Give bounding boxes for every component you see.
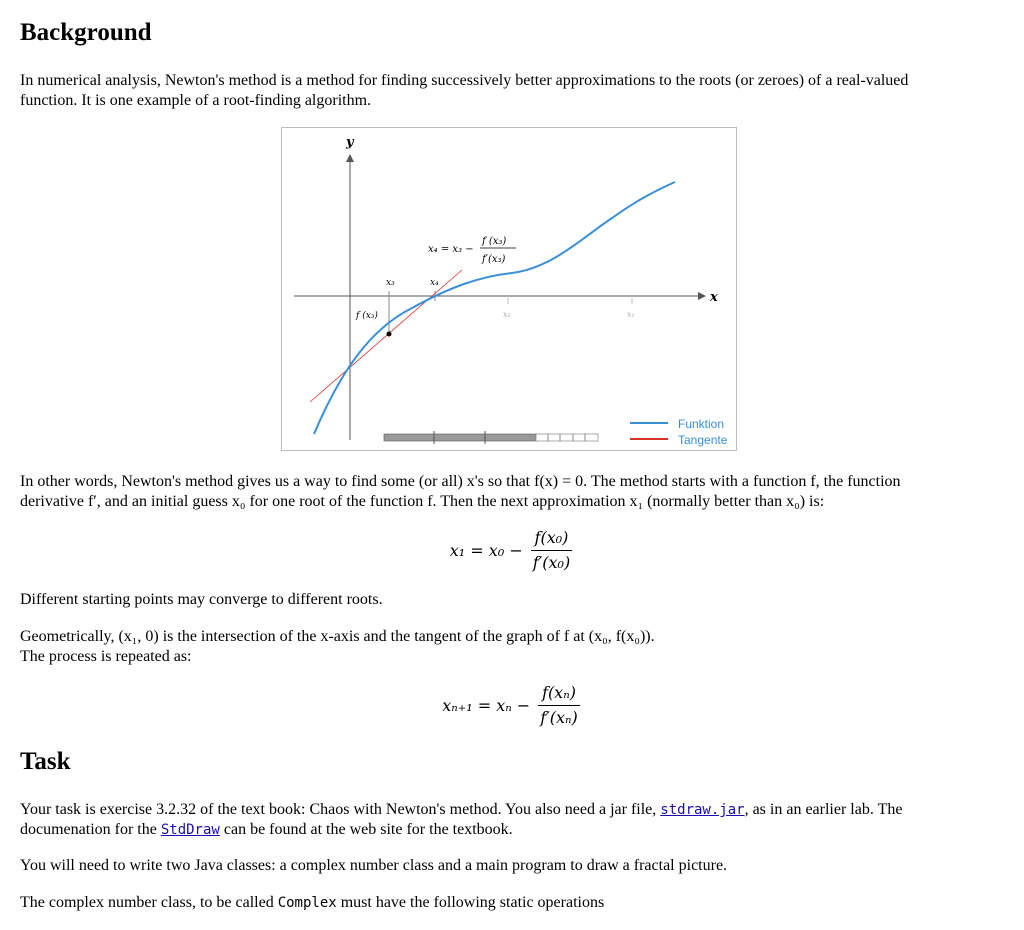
task-paragraph-1 xyxy=(20,800,1010,840)
equation-2-denominator: f′(xₙ) xyxy=(540,708,578,727)
background-heading: Background xyxy=(20,19,152,46)
equation-2-lhs: xₙ₊₁ = xₙ − xyxy=(442,695,531,715)
newton-graph xyxy=(282,128,736,450)
tangent-line xyxy=(310,270,462,402)
tick-x3: x₃ xyxy=(386,278,395,288)
task-paragraph-3 xyxy=(20,893,604,913)
equation-2-fraction xyxy=(536,683,582,728)
scrub-bar-empty xyxy=(536,434,598,441)
task-line-1a: Your task is exercise 3.2.32 of the text book: Chaos with Newton's method. You also need a jar file, xyxy=(20,801,657,818)
formula-den: f′(x₃) xyxy=(482,254,506,265)
tick-x1: x₁ xyxy=(627,310,635,319)
equation-1-lhs: x₁ = x₀ − xyxy=(449,540,523,560)
legend-tangent-label: Tangente xyxy=(678,433,728,447)
explanation-paragraph xyxy=(20,472,1010,512)
equation-2-numerator: f(xₙ) xyxy=(538,683,580,706)
tick-x2: x₂ xyxy=(503,310,511,319)
complex-class-name: Complex xyxy=(277,895,337,911)
function-curve xyxy=(314,182,675,434)
equation-1 xyxy=(0,528,1024,573)
newton-figure xyxy=(281,127,737,451)
equation-1-fraction xyxy=(529,528,574,573)
task-paragraph-3a: The complex number class, to be called xyxy=(20,894,274,911)
intro-paragraph xyxy=(20,71,1010,111)
y-axis-label: y xyxy=(346,135,354,150)
task-paragraph-3b: must have the following static operations xyxy=(340,894,605,911)
explanation-line-2: derivative f′, and an initial guess x₀ for one root of the function f. Then the next approximation x₁ (normally better than x₀) is: xyxy=(20,493,825,510)
task-paragraph-2: You will need to write two Java classes: a complex number class and a main program to draw a fractal picture. xyxy=(20,857,728,874)
geometric-line-1: Geometrically, (x₁, 0) is the intersection of the x-axis and the tangent of the graph of f at (x₀, f(x₀)). xyxy=(20,628,655,645)
equation-1-denominator: f′(x₀) xyxy=(532,553,571,572)
stdraw-jar-link[interactable]: stdraw.jar xyxy=(660,802,745,818)
stddraw-link[interactable]: StdDraw xyxy=(160,822,220,838)
scrub-bar-filled xyxy=(384,434,536,441)
geometric-line-2: The process is repeated as: xyxy=(20,648,192,665)
formula-num: f (x₃) xyxy=(482,236,507,247)
tick-x4: x₄ xyxy=(430,278,439,288)
equation-2 xyxy=(0,683,1024,728)
fx3-label: f (x₃) xyxy=(356,311,378,321)
x-axis-label: x xyxy=(710,290,718,305)
explanation-line-1: In other words, Newton's method gives us a way to find some (or all) x's so that f(x) = 0. The method starts with a function f, the function xyxy=(20,473,901,490)
task-line-1b: , as in an earlier lab. The xyxy=(744,801,903,818)
intro-line-2: function. It is one example of a root-finding algorithm. xyxy=(20,92,372,109)
task-line-2b: can be found at the web site for the textbook. xyxy=(223,821,513,838)
different-points-text: Different starting points may converge to different roots. xyxy=(20,591,383,608)
geometric-paragraph xyxy=(20,627,1010,667)
intro-line-1: In numerical analysis, Newton's method is a method for finding successively better approximations to the roots (or zeroes) of a real-valued xyxy=(20,72,909,89)
formula-lhs: x₄ = x₃ − xyxy=(428,244,474,255)
task-line-2a: documenation for the xyxy=(20,821,157,838)
legend-function-label: Funktion xyxy=(678,417,725,431)
fx3-point xyxy=(387,332,392,337)
task-heading: Task xyxy=(20,748,71,775)
equation-1-numerator: f(x₀) xyxy=(531,528,573,551)
